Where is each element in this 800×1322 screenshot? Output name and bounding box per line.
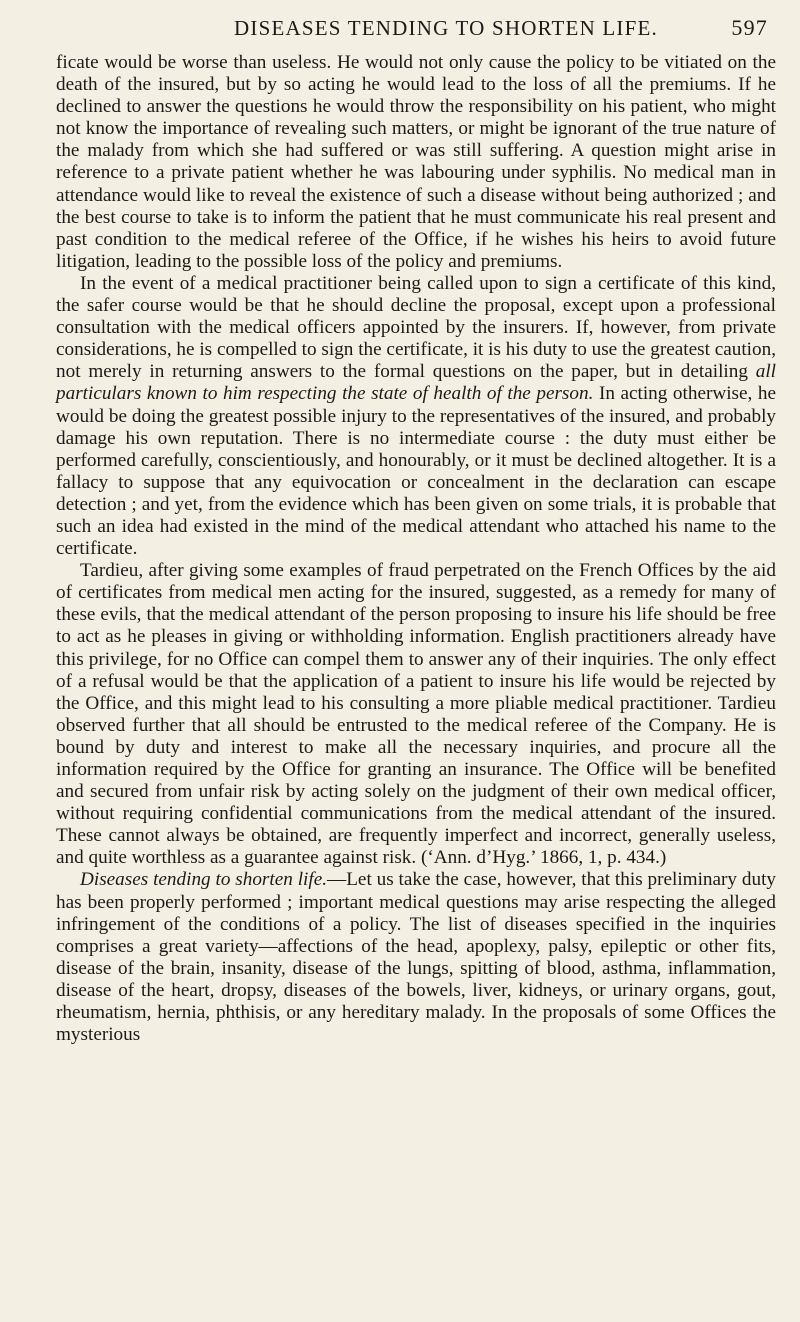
paragraph-certificate-duty — [56, 273, 776, 560]
paragraph-diseases — [56, 869, 776, 1046]
paragraph-text: In the event of a medical practitioner being called upon to sign a certificate of this kind, the safer course would be that he should decline the proposal, except upon a professional consultation with the medical officers appointed by the insurers. If, however, from private considerations, he is compelled to sign the certificate, it is his duty to use the greatest caution, not merely in returning answers to the formal questions on the paper, but in detailing — [56, 272, 776, 383]
page-number: 597 — [731, 15, 768, 40]
paragraph-text: —Let us take the case, however, that this preliminary duty has been properly performed ; important medical questions may arise respecting the alleged infringement of the conditions of a policy. The list of diseases specified in the inquiries comprises a great variety—affections of the head, apoplexy, palsy, epileptic or other fits, disease of the brain, insanity, disease of the lungs, spitting of blood, asthma, inflammation, disease of the heart, dropsy, diseases of the bowels, liver, kidneys, or urinary organs, gout, rheumatism, hernia, phthisis, or any hereditary malady. In the proposals of some Offices the mysterious — [56, 869, 777, 1046]
running-head-title: DISEASES TENDING TO SHORTEN LIFE. — [234, 16, 658, 40]
running-head — [116, 8, 776, 48]
body-text — [56, 52, 776, 1046]
italic-phrase: all particulars known to him respecting the state of health of the person. — [56, 361, 776, 405]
paragraph-continuation — [56, 52, 776, 273]
paragraph-text: Tardieu, after giving some examples of fraud perpetrated on the French Offices by the aid of certificates from medical men acting for the insured, suggested, as a remedy for many of these evils, that the medical attendant of the person proposing to insure his life should be free to act as he pleases in giving or withholding information. English practitioners already have this privilege, for no Office can compel them to answer any of their inquiries. The only effect of a refusal would be that the application of a patient to insure his life would be rejected by the Office, and this might lead to his consulting a more pliable medical practitioner. Tardieu observed further that all should be entrusted to the medical referee of the Company. He is bound by duty and interest to make all the necessary inquiries, and procure all the information required by the Office for granting an insurance. The Office will be benefited and secured from unfair risk by acting solely on the judgment of their own medical officer, without requiring confidential communications from the medical attendant of the insured. These cannot always be obtained, are frequently imperfect and incorrect, generally useless, and quite worthless as a guarantee against risk. (‘Ann. d’Hyg.’ 1866, 1, p. 434.) — [56, 560, 776, 869]
section-heading-italic: Diseases tending to shorten life. — [80, 869, 328, 891]
paragraph-text: ficate would be worse than useless. He would not only cause the policy to be vitiated on the death of the insured, but by so acting he would lead to the loss of all the premiums. If he declined to answer the questions he would throw the responsibility on his patient, who might not know the importance of revealing such matters, or might be ignorant of the true nature of the malady from which she had suffered or was still suffering. A question might arise in reference to a private patient whether he was labouring under syphilis. No medical man in attendance would like to reveal the existence of such a disease without being authorized ; and the best course to take is to inform the patient that he must communicate his real present and past condition to the medical referee of the Office, if he wishes his heirs to avoid future litigation, leading to the possible loss of the policy and premiums. — [56, 52, 776, 272]
paragraph-text: In acting otherwise, he would be doing the greatest possible injury to the representatives of the insured, and probably damage his own reputation. There is no intermediate course : the duty must either be performed carefully, conscientiously, and honourably, or it must be declined altogether. It is a fallacy to suppose that any equivocation or concealment in the declaration can escape detection ; and yet, from the evidence which has been given on some trials, it is probable that such an idea had existed in the mind of the medical attendant who attached his name to the certificate. — [56, 383, 776, 560]
paragraph-tardieu — [56, 560, 776, 869]
